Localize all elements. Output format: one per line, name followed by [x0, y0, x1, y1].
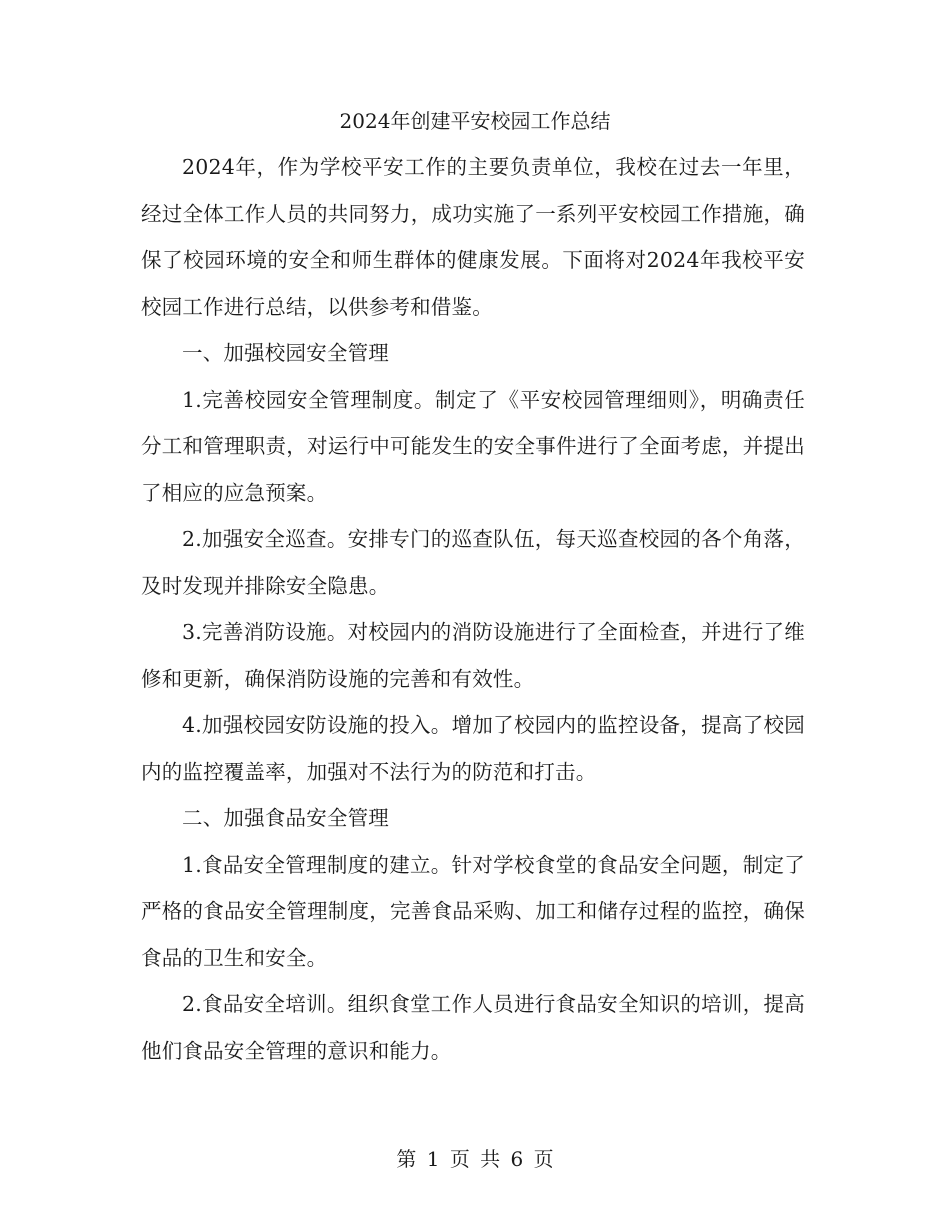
document-body [141, 144, 805, 1074]
section-heading-campus-safety: 一、加强校园安全管理 [182, 341, 389, 365]
intro-paragraph: 2024年，作为学校平安工作的主要负责单位，我校在过去一年里，经过全体工作人员的共同努力，成功实施了一系列平安校园工作措施，确保了校园环境的安全和师生群体的健康发展。下面将对2024年我校平安校园工作进行总结，以供参考和借鉴。 [141, 155, 805, 319]
paragraph-patrol: 2.加强安全巡查。安排专门的巡查队伍，每天巡查校园的各个角落，及时发现并排除安全隐患。 [141, 527, 805, 598]
document-title: 2024年创建平安校园工作总结 [339, 109, 611, 133]
paragraph-food-rules: 1.食品安全管理制度的建立。针对学校食堂的食品安全问题，制定了严格的食品安全管理制度，完善食品采购、加工和储存过程的监控，确保食品的卫生和安全。 [141, 852, 805, 970]
paragraph-fire-facilities: 3.完善消防设施。对校园内的消防设施进行了全面检查，并进行了维修和更新，确保消防设施的完善和有效性。 [141, 620, 805, 691]
page-number: 第 1 页 共 6 页 [396, 1147, 554, 1171]
section-heading-food-safety: 二、加强食品安全管理 [182, 806, 389, 830]
paragraph-food-training: 2.食品安全培训。组织食堂工作人员进行食品安全知识的培训，提高他们食品安全管理的意识和能力。 [141, 992, 805, 1063]
paragraph-security-investment: 4.加强校园安防设施的投入。增加了校园内的监控设备，提高了校园内的监控覆盖率，加强对不法行为的防范和打击。 [141, 713, 805, 784]
paragraph-safety-rules: 1.完善校园安全管理制度。制定了《平安校园管理细则》，明确责任分工和管理职责，对运行中可能发生的安全事件进行了全面考虑，并提出了相应的应急预案。 [141, 387, 805, 505]
